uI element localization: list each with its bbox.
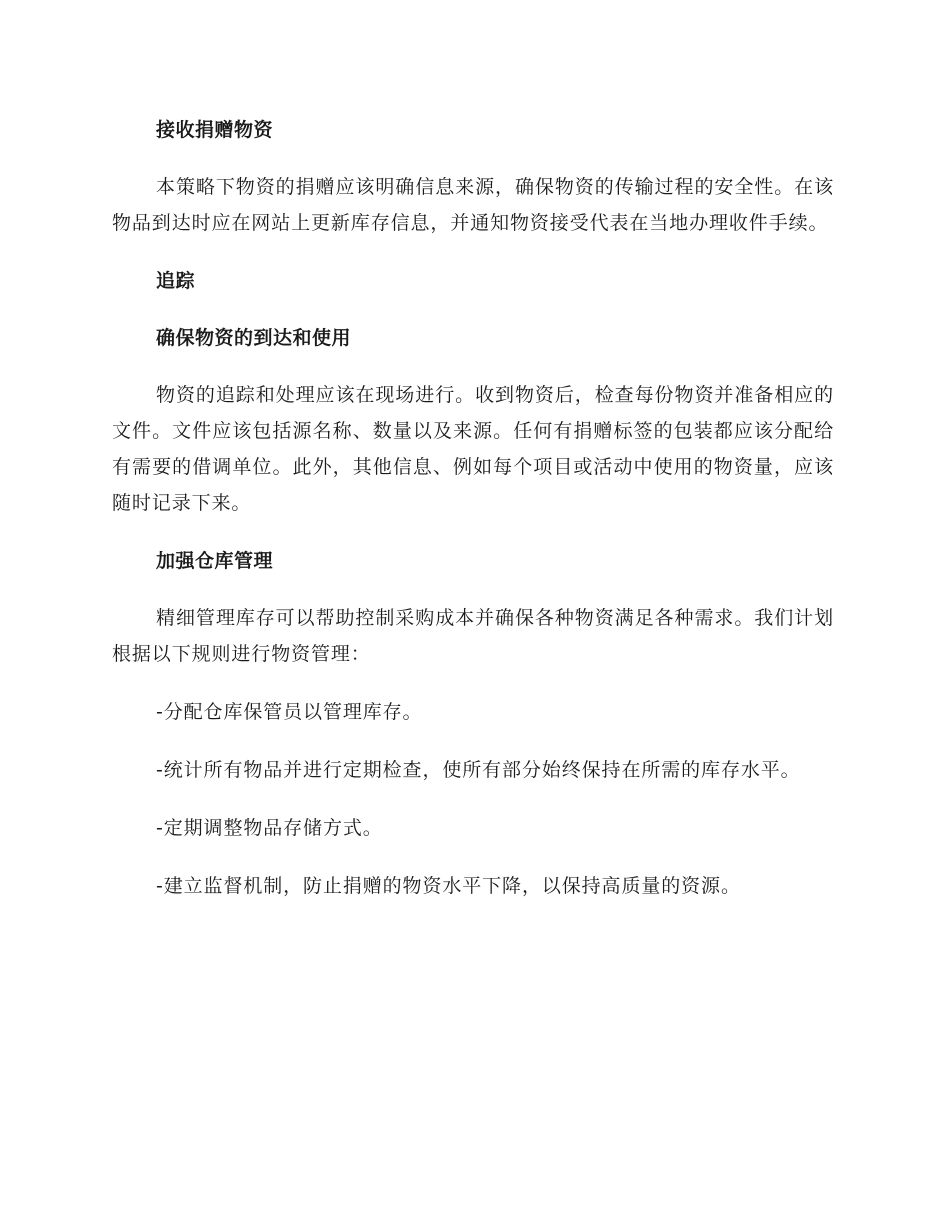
section-heading-receive-donations: 接收捐赠物资 (156, 119, 274, 141)
paragraph-tracking-process: 物资的追踪和处理应该在现场进行。收到物资后，检查每份物资并准备相应的文件。文件应该包括源名称、数量以及来源。任何有捐赠标签的包装都应该分配给有需要的借调单位。此外，其他信息、例如每个项目或活动中使用的物资量，应该随时记录下来。 (112, 384, 834, 514)
section-heading-ensure-arrival: 确保物资的到达和使用 (156, 327, 352, 349)
list-item-supervision: -建立监督机制，防止捐赠的物资水平下降，以保持高质量的资源。 (156, 875, 741, 897)
paragraph-donation-policy: 本策略下物资的捐赠应该明确信息来源，确保物资的传输过程的安全性。在该物品到达时应在网站上更新库存信息，并通知物资接受代表在当地办理收件手续。 (112, 176, 834, 234)
document-page (112, 112, 834, 904)
list-item-regular-inspection: -统计所有物品并进行定期检查，使所有部分始终保持在所需的库存水平。 (156, 759, 801, 781)
section-heading-warehouse-management: 加强仓库管理 (156, 550, 274, 572)
list-item-adjust-storage: -定期调整物品存储方式。 (156, 817, 383, 839)
list-item-assign-keeper: -分配仓库保管员以管理库存。 (156, 701, 423, 723)
section-heading-tracking: 追踪 (156, 270, 196, 292)
paragraph-warehouse-intro: 精细管理库存可以帮助控制采购成本并确保各种物资满足各种需求。我们计划根据以下规则进行物资管理： (112, 607, 834, 665)
